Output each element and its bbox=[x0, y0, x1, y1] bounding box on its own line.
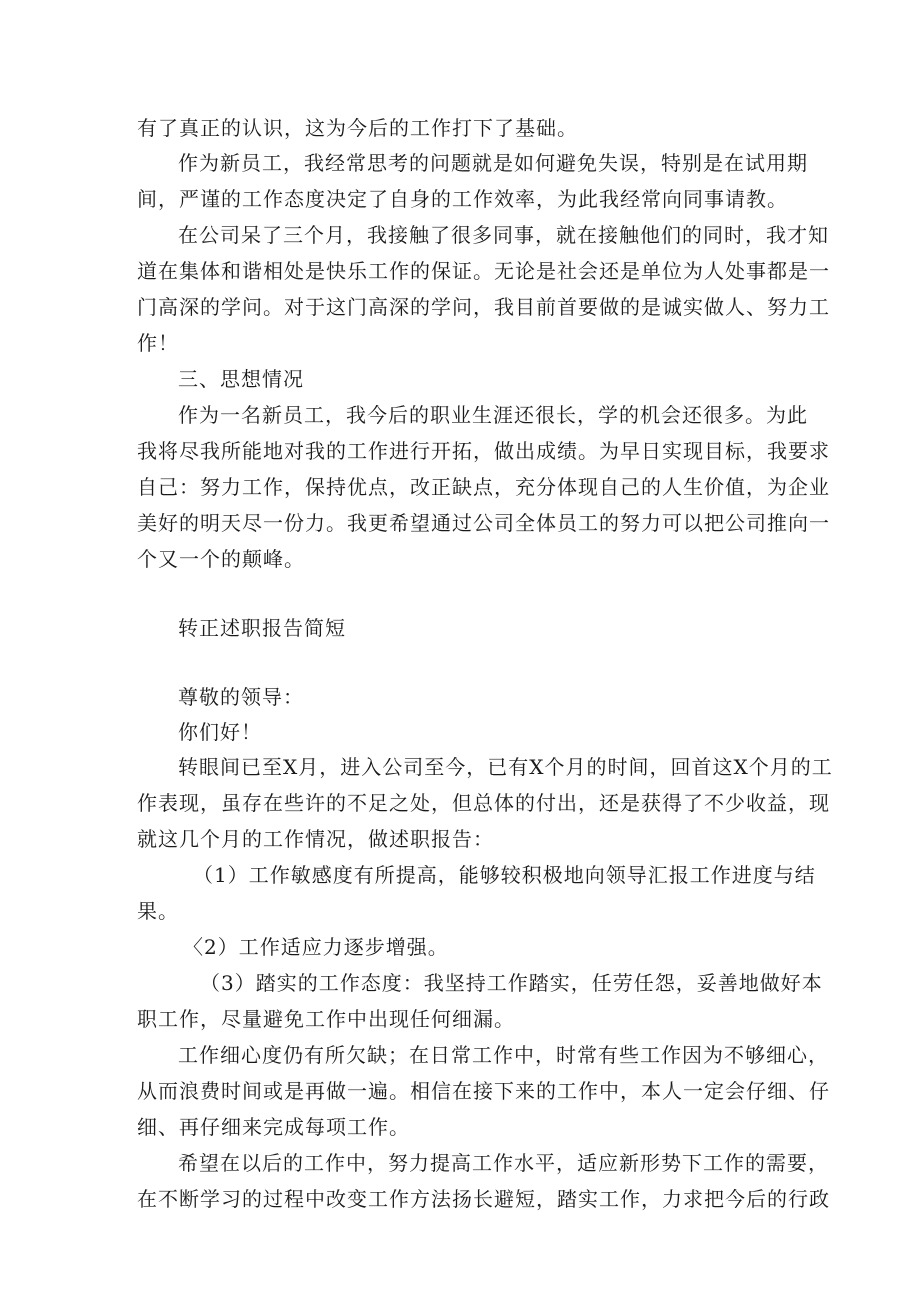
paragraph-line: 美好的明天尽一份力。我更希望通过公司全体员工的努力可以把公司推向一 bbox=[137, 511, 830, 535]
paragraph-line: 细、再仔细来完成每项工作。 bbox=[137, 1115, 410, 1139]
paragraph-line: 作为新员工，我经常思考的问题就是如何避免失误，特别是在试用期 bbox=[178, 151, 808, 175]
section-heading: 三、思想情况 bbox=[178, 367, 304, 391]
list-item-line: 职工作，尽量避免工作中出现任何细漏。 bbox=[137, 1007, 515, 1031]
paragraph-line: 希望在以后的工作中，努力提高工作水平，适应新形势下工作的需要， bbox=[178, 1151, 829, 1175]
paragraph-line: 从而浪费时间或是再做一遍。相信在接下来的工作中，本人一定会仔细、仔 bbox=[137, 1079, 830, 1103]
paragraph-line: 门高深的学问。对于这门高深的学问，我目前首要做的是诚实做人、努力工 bbox=[137, 295, 830, 319]
list-item-line: （3）踏实的工作态度：我坚持工作踏实，任劳任怨，妥善地做好本 bbox=[200, 971, 823, 995]
document-title: 转正述职报告简短 bbox=[178, 616, 346, 640]
list-item-line: （1）工作敏感度有所提高，能够较积极地向领导汇报工作进度与结 bbox=[193, 863, 816, 887]
paragraph-line: 在不断学习的过程中改变工作方法扬长避短，踏实工作，力求把今后的行政 bbox=[137, 1187, 830, 1211]
greeting: 你们好！ bbox=[178, 720, 262, 744]
paragraph-line: 我将尽我所能地对我的工作进行开拓，做出成绩。为早日实现目标，我要求 bbox=[137, 439, 830, 463]
paragraph-line: 自己：努力工作，保持优点，改正缺点，充分体现自己的人生价值，为企业 bbox=[137, 475, 830, 499]
paragraph-line: 在公司呆了三个月，我接触了很多同事，就在接触他们的同时，我才知 bbox=[178, 223, 829, 247]
paragraph-line: 有了真正的认识，这为今后的工作打下了基础。 bbox=[137, 116, 578, 140]
paragraph-line: 转眼间已至X月，进入公司至今，已有X个月的时间，回首这X个月的工 bbox=[178, 755, 833, 779]
paragraph-line: 作为一名新员工，我今后的职业生涯还很长，学的机会还很多。为此 bbox=[178, 403, 808, 427]
list-item-line: 〈2）工作适应力逐步增强。 bbox=[183, 935, 449, 959]
paragraph-line: 工作细心度仍有所欠缺；在日常工作中，时常有些工作因为不够细心， bbox=[178, 1043, 829, 1067]
paragraph-line: 间，严谨的工作态度决定了自身的工作效率，为此我经常向同事请教。 bbox=[137, 187, 788, 211]
paragraph-line: 道在集体和谐相处是快乐工作的保证。无论是社会还是单位为人处事都是一 bbox=[137, 259, 830, 283]
paragraph-line: 作表现，虽存在些许的不足之处，但总体的付出，还是获得了不少收益，现 bbox=[137, 791, 830, 815]
paragraph-line: 作！ bbox=[137, 331, 179, 355]
paragraph-line: 就这几个月的工作情况，做述职报告： bbox=[137, 827, 494, 851]
paragraph-line: 个又一个的颠峰。 bbox=[137, 547, 305, 571]
list-item-line: 果。 bbox=[137, 899, 179, 923]
salutation: 尊敬的领导： bbox=[178, 685, 304, 709]
